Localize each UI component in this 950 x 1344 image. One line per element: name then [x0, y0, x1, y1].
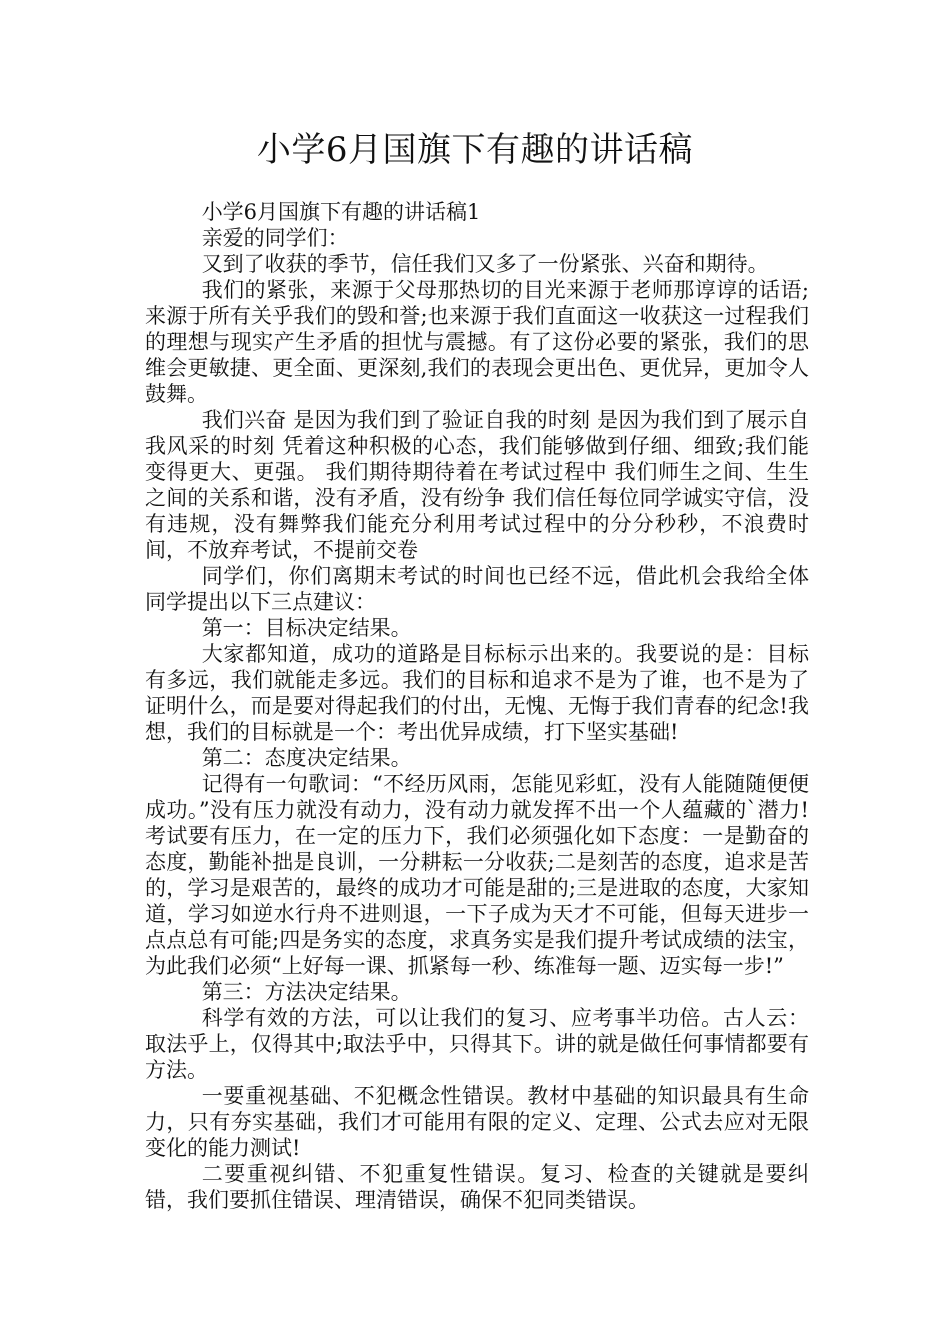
paragraph: 二要重视纠错、不犯重复性错误。复习、检查的关键就是要纠错，我们要抓住错误、理清错误，确保不犯同类错误。: [145, 1162, 809, 1212]
document-title: 小学6月国旗下有趣的讲话稿: [256, 130, 694, 170]
section-heading-first: 第一：目标决定结果。: [201, 616, 412, 640]
paragraph-greeting: 亲爱的同学们：: [201, 226, 349, 250]
paragraph: 我们的紧张，来源于父母那热切的目光来源于老师那谆谆的话语; 来源于所有关乎我们的毁和誉;也来源于我们直面这一收获这一过程我们的理想与现实产生矛盾的担忧与震撼。有了这份必要的紧张，我们的思维会更敏捷、更全面、更深刻,我们的表现会更出色、更优异，更加令人鼓舞。: [145, 278, 809, 406]
paragraph: 我们兴奋 是因为我们到了验证自我的时刻 是因为我们到了展示自我风采的时刻 凭着这种积极的心态，我们能够做到仔细、细致;我们能变得更大、更强。 我们期待期待着在考试过程中 我们师生之间、生生之间的关系和谐，没有矛盾，没有纷争 我们信任每位同学诚实守信，没有违规，没有舞弊我们能充分利用考试过程中的分分秒秒，不浪费时间，不放弃考试，不提前交卷: [145, 408, 809, 562]
paragraph-subtitle: 小学6月国旗下有趣的讲话稿1: [201, 200, 481, 224]
paragraph: 又到了收获的季节，信任我们又多了一份紧张、兴奋和期待。: [201, 252, 769, 276]
section-heading-third: 第三：方法决定结果。: [201, 980, 412, 1004]
paragraph: 大家都知道，成功的道路是目标标示出来的。我要说的是：目标有多远，我们就能走多远。我们的目标和追求不是为了谁，也不是为了证明什么，而是要对得起我们的付出，无愧、无悔于我们青春的纪念!我想，我们的目标就是一个：考出优异成绩，打下坚实基础!: [145, 642, 809, 744]
document-body: [145, 199, 809, 1213]
section-heading-second: 第二：态度决定结果。: [201, 746, 412, 770]
paragraph: 一要重视基础、不犯概念性错误。教材中基础的知识最具有生命力，只有夯实基础，我们才可能用有限的定义、定理、公式去应对无限变化的能力测试!: [145, 1084, 809, 1160]
paragraph: 同学们，你们离期末考试的时间也已经不远，借此机会我给全体同学提出以下三点建议：: [145, 564, 809, 614]
paragraph: 科学有效的方法，可以让我们的复习、应考事半功倍。古人云：取法乎上，仅得其中;取法乎中，只得其下。讲的就是做任何事情都要有方法。: [145, 1006, 809, 1082]
paragraph: 记得有一句歌词：“不经历风雨，怎能见彩虹，没有人能随随便便成功。”没有压力就没有动力，没有动力就发挥不出一个人蕴藏的`潜力!考试要有压力，在一定的压力下，我们必须强化如下态度：一是勤奋的态度，勤能补拙是良训，一分耕耘一分收获;二是刻苦的态度，追求是苦的，学习是艰苦的，最终的成功才可能是甜的;三是进取的态度，大家知道，学习如逆水行舟不进则退，一下子成为天才不可能，但每天进步一点点总有可能;四是务实的态度，求真务实是我们提升考试成绩的法宝，为此我们必须“上好每一课、抓紧每一秒、练准每一题、迈实每一步!”: [145, 772, 809, 978]
